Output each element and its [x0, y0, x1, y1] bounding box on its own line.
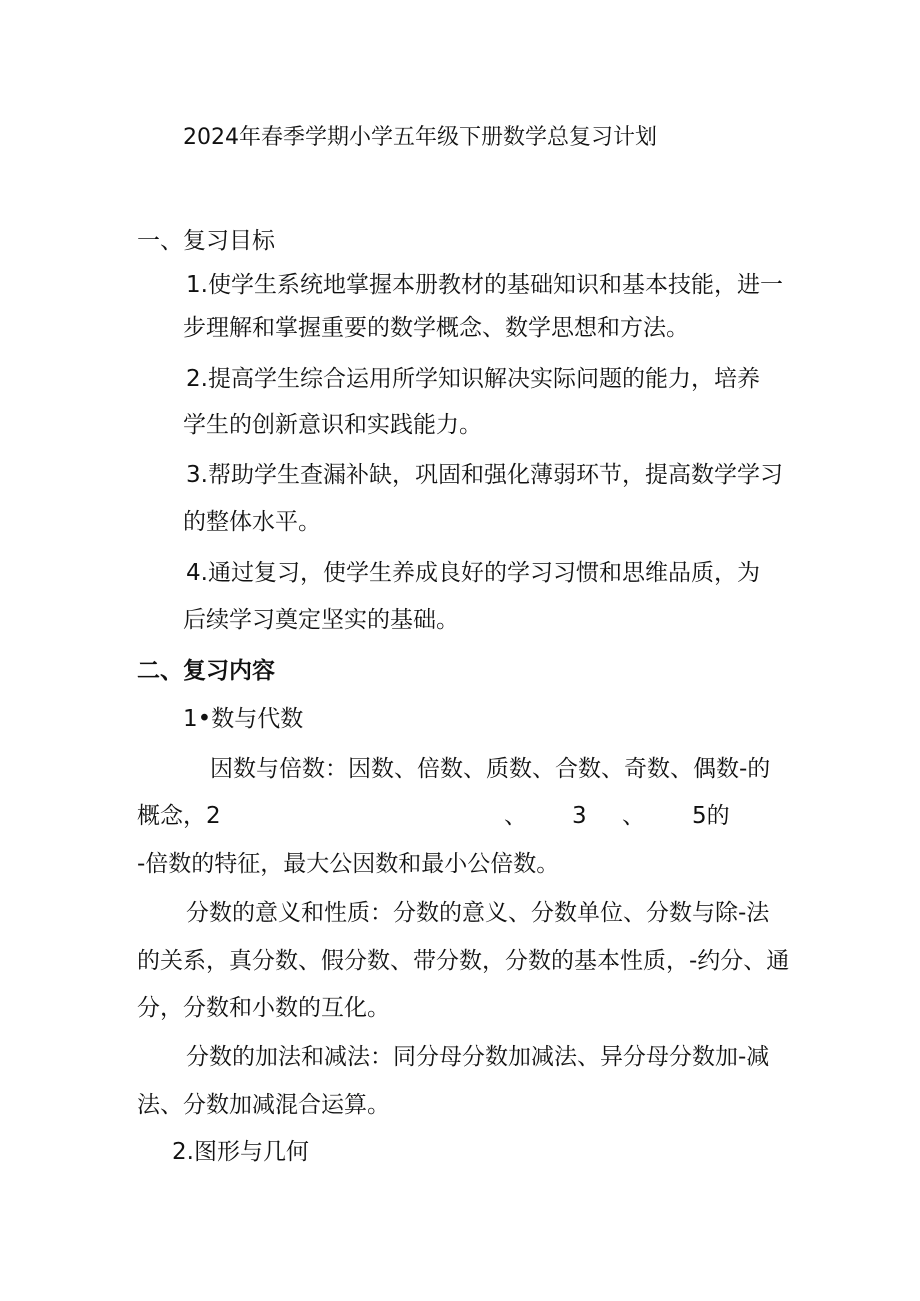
- p2-line-1: 分数的意义和性质：分数的意义、分数单位、分数与除-法: [186, 900, 770, 926]
- p1-line-2-e: 5的: [692, 803, 730, 829]
- part1-heading: 1•数与代数: [183, 706, 304, 732]
- p3-line-2: 法、分数加减混合运算。: [137, 1092, 390, 1118]
- page-title: 2024年春季学期小学五年级下册数学总复习计划: [183, 125, 657, 150]
- goal-4-line-1: 4.通过复习，使学生养成良好的学习习惯和思维品质，为: [186, 560, 760, 586]
- goal-1-line-2: 步理解和掌握重要的数学概念、数学思想和方法。: [183, 315, 689, 341]
- p2-line-3: 分，分数和小数的互化。: [137, 995, 390, 1021]
- p2-line-2: 的关系，真分数、假分数、带分数，分数的基本性质，-约分、通: [137, 948, 790, 974]
- goal-2-line-2: 学生的创新意识和实践能力。: [183, 412, 482, 438]
- p1-line-2-c: 3: [572, 803, 587, 829]
- goal-3-line-1: 3.帮助学生查漏补缺，巩固和强化薄弱环节，提高数学学习: [186, 462, 783, 488]
- goal-3-line-2: 的整体水平。: [183, 509, 321, 535]
- part2-heading: 2.图形与几何: [172, 1139, 309, 1165]
- p1-line-2-a: 概念，2: [137, 803, 221, 829]
- p1-line-3: -倍数的特征，最大公因数和最小公倍数。: [137, 851, 560, 877]
- p1-line-2-b: 、: [504, 803, 527, 829]
- goal-1-line-1: 1.使学生系统地掌握本册教材的基础知识和基本技能，进一: [186, 272, 783, 298]
- goal-4-line-2: 后续学习奠定坚实的基础。: [183, 607, 459, 633]
- p1-line-2-d: 、: [622, 803, 645, 829]
- section2-heading: 二、复习内容: [137, 658, 275, 684]
- p1-line-1: 因数与倍数：因数、倍数、质数、合数、奇数、偶数-的: [210, 756, 771, 782]
- goal-2-line-1: 2.提高学生综合运用所学知识解决实际问题的能力，培养: [186, 366, 760, 392]
- section1-heading: 一、复习目标: [137, 228, 275, 254]
- p3-line-1: 分数的加法和减法：同分母分数加减法、异分母分数加-减: [186, 1044, 770, 1070]
